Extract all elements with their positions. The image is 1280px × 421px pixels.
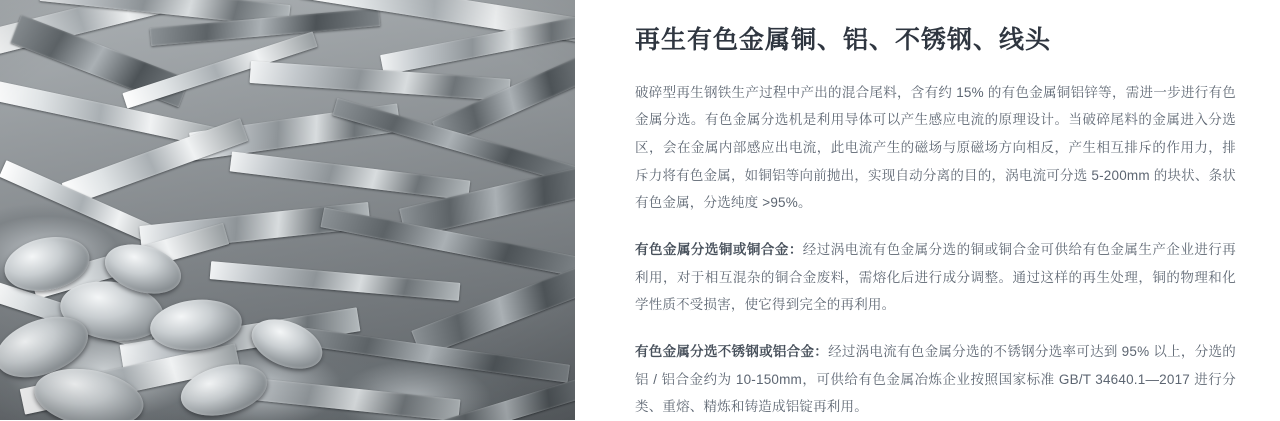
product-image: [0, 0, 575, 420]
paragraph-stainless-aluminium-label: 有色金属分选不锈钢或铝合金：: [635, 343, 829, 359]
paragraph-stainless-aluminium-text: 经过涡电流有色金属分选的不锈钢分选率可达到 95% 以上，分选的铝 / 铝合金约为 10-150mm，可供给有色金属冶炼企业按照国家标准 GB/T 34640.1—2017 进行分类、重熔、精炼和铸造成铝锭再利用。: [635, 343, 1236, 415]
paragraph-copper-text: 经过涡电流有色金属分选的铜或铜合金可供给有色金属生产企业进行再利用，对于相互混杂的铜合金废料，需熔化后进行成分调整。通过这样的再生处理，铜的物理和化学性质不受损害，使它得到完全的再利用。: [635, 241, 1236, 313]
paragraph-stainless-aluminium: [635, 338, 1236, 421]
metal-scrap-photo: [0, 0, 575, 420]
paragraph-intro-text: 破碎型再生钢铁生产过程中产出的混合尾料，含有约 15% 的有色金属铜铝锌等，需进一步进行有色金属分选。有色金属分选机是利用导体可以产生感应电流的原理设计。当破碎尾料的金属进入分选区，会在金属内部感应出电流，此电流产生的磁场与原磁场方向相反，产生相互排斥的作用力，排斥力将有色金属，如铜铝等向前抛出，实现自动分离的目的，涡电流可分选 5-200mm 的块状、条状有色金属，分选纯度 >95%。: [635, 84, 1236, 211]
paragraph-copper: [635, 236, 1236, 319]
page-title: 再生有色金属铜、铝、不锈钢、线头: [635, 26, 1052, 54]
article-content: [575, 0, 1280, 420]
paragraph-copper-label: 有色金属分选铜或铜合金：: [635, 241, 803, 257]
paragraph-intro: [635, 79, 1236, 217]
